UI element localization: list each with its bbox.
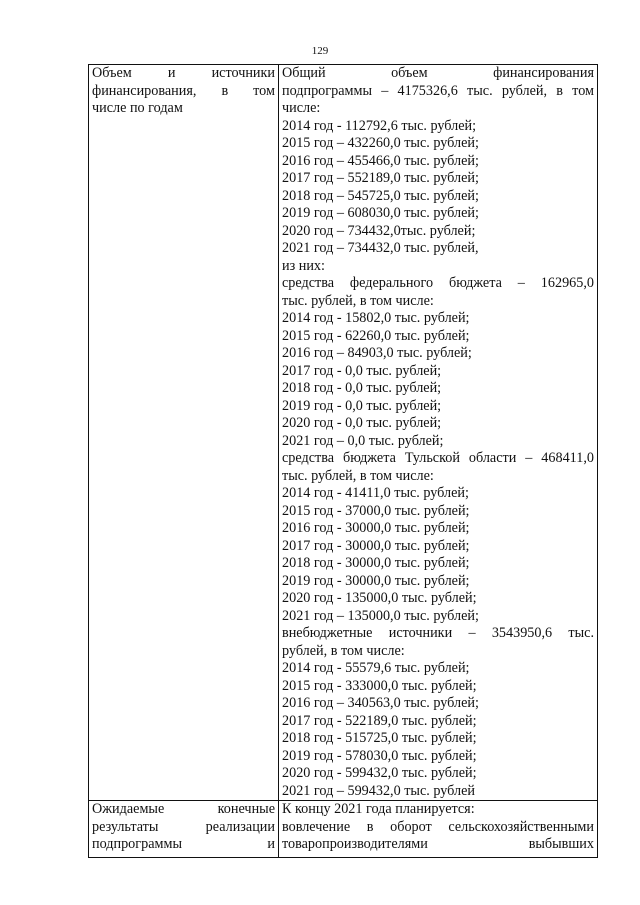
text-line: 2017 год - 522189,0 тыс. рублей;	[282, 712, 477, 729]
text-line: средства федерального бюджета – 162965,0	[282, 275, 594, 291]
text-line: 2014 год - 41411,0 тыс. рублей;	[282, 485, 469, 501]
text-line: 2016 год – 340563,0 тыс. рублей;	[282, 695, 479, 711]
label-line: результаты реализации	[92, 818, 275, 835]
text-line: 2020 год - 0,0 тыс. рублей;	[282, 415, 442, 431]
text-line: Общий объем финансирования	[282, 65, 594, 81]
text-line: 2015 год - 62260,0 тыс. рублей;	[282, 327, 470, 344]
table-row-financing	[89, 65, 598, 801]
text-line: 2021 год – 135000,0 тыс. рублей;	[282, 607, 479, 624]
text-line: из них:	[282, 257, 325, 274]
text-line: внебюджетные источники – 3543950,6 тыс.	[282, 625, 594, 641]
text-line: 2015 год - 37000,0 тыс. рублей;	[282, 502, 470, 519]
text-line: 2020 год - 599432,0 тыс. рублей;	[282, 765, 477, 781]
text-line: 2020 год – 734432,0тыс. рублей;	[282, 222, 476, 239]
label-line: Объем и источники	[92, 65, 275, 81]
text-line: 2020 год - 135000,0 тыс. рублей;	[282, 590, 477, 606]
text-line: К концу 2021 года планируется:	[282, 801, 475, 817]
text-line: 2014 год - 15802,0 тыс. рублей;	[282, 310, 470, 326]
text-line: 2015 год - 333000,0 тыс. рублей;	[282, 677, 477, 694]
text-line: 2016 год - 30000,0 тыс. рублей;	[282, 520, 470, 536]
text-line: 2014 год - 55579,6 тыс. рублей;	[282, 660, 470, 676]
text-line: 2018 год - 0,0 тыс. рублей;	[282, 380, 442, 396]
text-line: рублей, в том числе:	[282, 642, 405, 659]
label-line: подпрограммы и	[92, 836, 275, 852]
page-number: 129	[311, 45, 329, 57]
text-line: 2017 год - 30000,0 тыс. рублей;	[282, 537, 470, 554]
subprogram-passport-table	[88, 64, 598, 858]
financing-value-cell	[279, 65, 598, 801]
table-row-results	[89, 801, 598, 858]
text-line: товаропроизводителями выбывших	[282, 836, 594, 852]
text-line: 2019 год - 30000,0 тыс. рублей;	[282, 572, 470, 589]
text-line: числе:	[282, 100, 321, 116]
text-line: вовлечение в оборот сельскохозяйственными	[282, 818, 594, 835]
label-line: числе по годам	[92, 100, 183, 116]
results-label-cell	[89, 801, 279, 858]
text-line: подпрограммы – 4175326,6 тыс. рублей, в том	[282, 82, 594, 99]
text-line: 2021 год – 0,0 тыс. рублей;	[282, 432, 444, 449]
text-line: 2016 год – 455466,0 тыс. рублей;	[282, 152, 479, 169]
text-line: 2014 год - 112792,6 тыс. рублей;	[282, 117, 477, 134]
label-line: Ожидаемые конечные	[92, 801, 275, 817]
text-line: тыс. рублей, в том числе:	[282, 467, 434, 484]
text-line: 2016 год – 84903,0 тыс. рублей;	[282, 345, 472, 361]
text-line: 2017 год – 552189,0 тыс. рублей;	[282, 170, 479, 186]
text-line: 2018 год – 545725,0 тыс. рублей;	[282, 187, 479, 204]
text-line: 2021 год – 599432,0 тыс. рублей	[282, 782, 475, 799]
text-line: 2017 год - 0,0 тыс. рублей;	[282, 362, 442, 379]
text-line: 2021 год – 734432,0 тыс. рублей,	[282, 240, 479, 256]
text-line: средства бюджета Тульской области – 468411,0	[282, 450, 594, 466]
financing-label-cell	[89, 65, 279, 801]
text-line: тыс. рублей, в том числе:	[282, 292, 434, 309]
text-line: 2018 год - 515725,0 тыс. рублей;	[282, 730, 477, 746]
text-line: 2015 год – 432260,0 тыс. рублей;	[282, 135, 479, 151]
results-value-cell	[279, 801, 598, 858]
text-line: 2019 год – 608030,0 тыс. рублей;	[282, 205, 479, 221]
text-line: 2018 год - 30000,0 тыс. рублей;	[282, 555, 470, 571]
label-line: финансирования, в том	[92, 82, 275, 99]
text-line: 2019 год - 0,0 тыс. рублей;	[282, 397, 442, 414]
text-line: 2019 год - 578030,0 тыс. рублей;	[282, 747, 477, 764]
